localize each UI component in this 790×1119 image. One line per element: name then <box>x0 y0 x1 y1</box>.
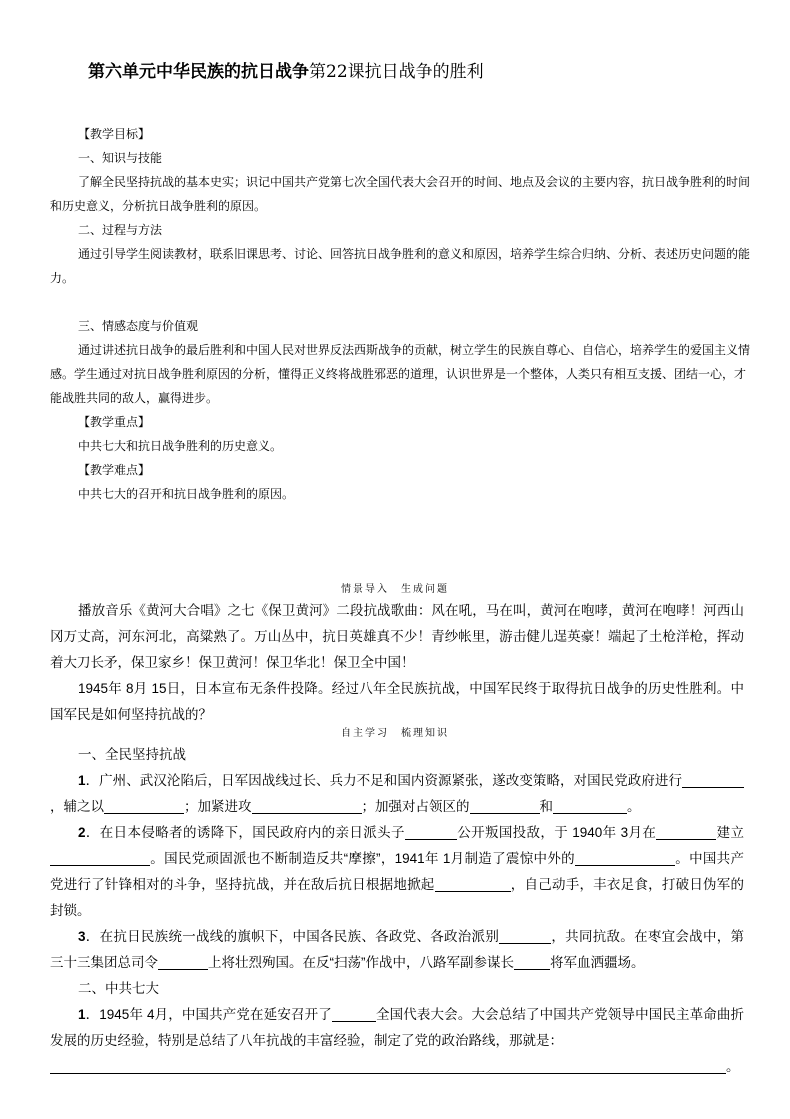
answer-blank[interactable] <box>682 772 744 788</box>
difficulties-text: 中共七大的召开和抗日战争胜利的原因。 <box>78 487 295 501</box>
answer-blank[interactable] <box>575 850 675 866</box>
study-part-2-title: 二、中共七大 <box>78 981 159 996</box>
intro-heading: 情景导入 生成问题 <box>341 584 449 595</box>
unit-title: 第六单元中华民族的抗日战争 <box>88 62 309 82</box>
key-points-heading: 【教学重点】 <box>78 415 151 429</box>
lesson-title: 第22课抗日战争的胜利 <box>309 62 484 82</box>
goal-1-text: 了解全民坚持抗战的基本史实；识记中国共产党第七次全国代表大会召开的时间、地点及会议的主要内容，抗日战争胜利的时间和历史意义，分析抗日战争胜利的原因。 <box>50 175 751 213</box>
answer-blank[interactable] <box>158 954 208 970</box>
answer-blank[interactable] <box>499 928 551 944</box>
key-points-text: 中共七大和抗日战争胜利的历史意义。 <box>78 439 283 453</box>
goal-3-text: 通过讲述抗日战争的最后胜利和中国人民对世界反法西斯战争的贡献，树立学生的民族自尊心、自信心，培养学生的爱国主义情感。学生通过对抗日战争胜利原因的分析，懂得正义终将战胜邪恶的道理，认识世界是一个整体，人类只有相互支援、团结一心，才能战胜共同的敌人，赢得进步。 <box>50 343 751 405</box>
intro-paragraph-1: 播放音乐《黄河大合唱》之七《保卫黄河》二段抗战歌曲：风在吼，马在叫，黄河在咆哮，黄河在咆哮！河西山冈万丈高，河东河北，高粱熟了。万山丛中，抗日英雄真不少！青纱帐里，游击健儿逞英豪！端起了土枪洋枪，挥动着大刀长矛，保卫家乡！保卫黄河！保卫华北！保卫全中国！ <box>50 603 744 670</box>
goal-2-text: 通过引导学生阅读教材，联系旧课思考、讨论、回答抗日战争胜利的意义和原因，培养学生综合归纳、分析、表述历史问题的能力。 <box>50 247 751 285</box>
intro-section <box>50 598 744 728</box>
answer-blank[interactable] <box>252 798 362 814</box>
answer-blank[interactable] <box>50 850 150 866</box>
question-1-number: 1 <box>78 773 86 788</box>
goal-2-title: 二、过程与方法 <box>78 223 163 237</box>
goal-3-title: 三、情感态度与价值观 <box>78 319 199 333</box>
study-part-1-title: 一、全民坚持抗战 <box>78 747 186 762</box>
goals-heading: 【教学目标】 <box>78 127 151 141</box>
difficulties-heading: 【教学难点】 <box>78 463 151 477</box>
answer-blank[interactable] <box>553 798 627 814</box>
question-2: 2．在日本侵略者的诱降下，国民政府内的亲日派头子 公开叛国投敌，于 1940年 3月在 建立。国民党顽固派也不断制造反共“摩擦”，1941年 1月制造了震惊中外的 。中国共产党进行了针锋相对的斗争，坚持抗战，并在敌后抗日根据地掀起 ，自己动手，丰衣足食，打破日伪军的封锁。 <box>50 825 745 918</box>
study-section <box>50 742 744 1080</box>
question-3: 3．在抗日民族统一战线的旗帜下，中国各民族、各政党、各政治派别 ，共同抗敌。在枣宜会战中，第三十三集团总司令 上将壮烈殉国。在反“扫荡”作战中，八路军副参谋长 将军血洒疆场。 <box>50 929 745 970</box>
answer-blank[interactable] <box>514 954 550 970</box>
question-3-number: 3 <box>78 929 86 944</box>
goal-1-title: 一、知识与技能 <box>78 151 163 165</box>
question-2-number: 2 <box>78 825 86 840</box>
question-4: 1．1945年 4月，中国共产党在延安召开了 全国代表大会。大会总结了中国共产党领导中国民主革命曲折发展的历史经验，特别是总结了八年抗战的丰富经验，制定了党的政治路线，那就是： <box>50 1007 745 1048</box>
question-4-answer-line: 。 <box>50 1054 744 1080</box>
teaching-goals-section <box>50 122 750 506</box>
answer-blank[interactable] <box>470 798 540 814</box>
answer-blank[interactable] <box>656 824 716 840</box>
question-4-number: 1 <box>78 1007 86 1022</box>
question-1: 1．广州、武汉沦陷后，日军因战线过长、兵力不足和国内资源紧张，遂改变策略，对国民党政府进行，辅之以 ；加紧进攻 ；加强对占领区的 和 。 <box>50 768 744 820</box>
answer-blank[interactable] <box>435 876 511 892</box>
intro-paragraph-2: 1945年 8月 15日，日本宣布无条件投降。经过八年全民族抗战，中国军民终于取得抗日战争的历史性胜利。中国军民是如何坚持抗战的？ <box>50 681 744 722</box>
answer-blank[interactable] <box>104 798 184 814</box>
answer-blank[interactable] <box>405 824 457 840</box>
page-title <box>88 60 484 84</box>
study-heading: 自主学习 梳理知识 <box>341 728 449 739</box>
answer-blank[interactable] <box>332 1006 376 1022</box>
answer-blank[interactable] <box>50 1058 726 1074</box>
